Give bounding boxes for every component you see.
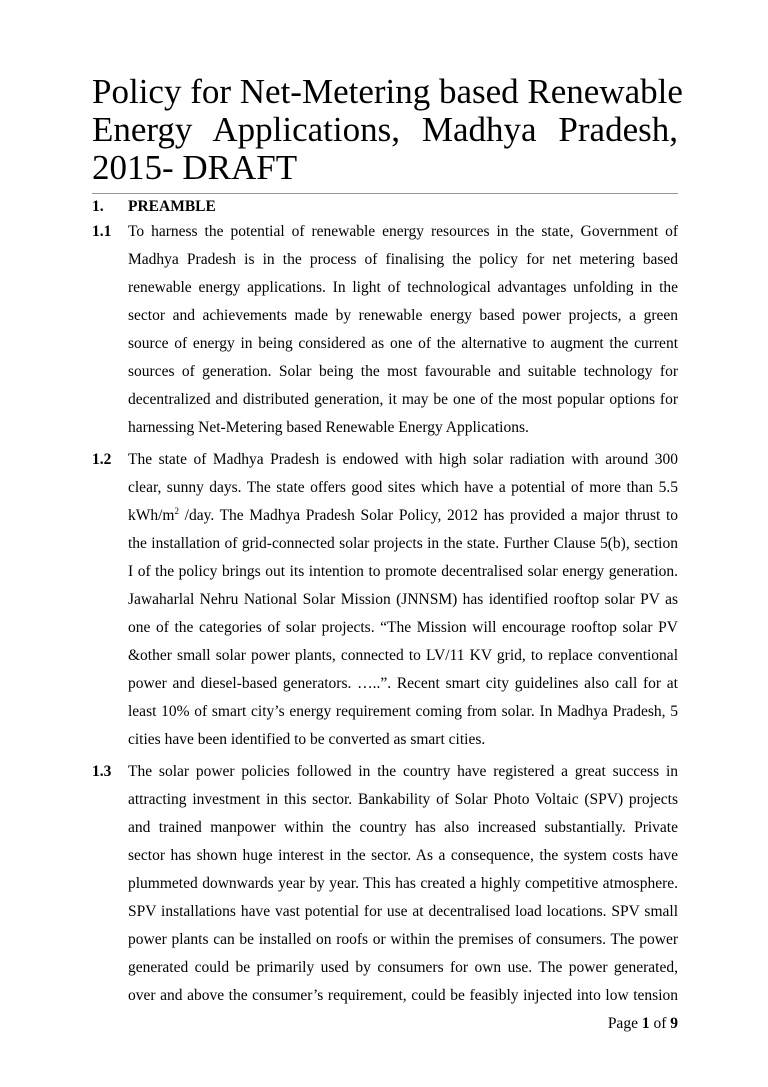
title-line: Energy Applications, Madhya Pradesh,: [92, 110, 678, 149]
text-line: I of the policy brings out its intention to promote decentralised solar energy generation.: [128, 563, 678, 580]
text-line: [128, 502, 678, 530]
text-line: sector has shown huge interest in the sector. As a consequence, the system costs have: [128, 847, 678, 864]
title-line: 2015- DRAFT: [92, 148, 298, 187]
text-line: generated could be primarily used by consumers for own use. The power generated,: [128, 959, 678, 976]
paragraph-body: [128, 758, 678, 1010]
text-line: decentralized and distributed generation, it may be one of the most popular options for: [128, 391, 678, 408]
of-label: of: [653, 1015, 667, 1032]
text-line: and trained manpower within the country has also increased substantially. Private: [128, 819, 678, 836]
paragraph-1-3: [92, 758, 678, 1010]
superscript: 2: [174, 505, 179, 516]
text-segment: /day. The Madhya Pradesh Solar Policy, 2012 has provided a major thrust to: [179, 507, 678, 524]
section-number: 1.: [92, 198, 104, 215]
title-divider: [92, 193, 678, 194]
paragraph-1-1: [92, 218, 678, 442]
paragraph-body: [128, 446, 678, 754]
text-line: renewable energy applications. In light of technological advantages unfolding in the: [128, 279, 678, 296]
page-footer: [92, 1014, 678, 1034]
text-line: &other small solar power plants, connected to LV/11 KV grid, to replace conventional: [128, 647, 678, 664]
text-line: power and diesel-based generators. …..”. Recent smart city guidelines also call for at: [128, 675, 678, 692]
text-line: SPV installations have vast potential for use at decentralised load locations. SPV small: [128, 903, 678, 920]
text-line: power plants can be installed on roofs or within the premises of consumers. The power: [128, 931, 678, 948]
paragraph-number: 1.2: [92, 451, 112, 468]
text-line: clear, sunny days. The state offers good sites which have a potential of more than 5.5: [128, 479, 678, 496]
paragraph-number: 1.1: [92, 223, 112, 240]
text-line: To harness the potential of renewable energy resources in the state, Government of: [128, 223, 678, 240]
text-line: harnessing Net-Metering based Renewable Energy Applications.: [128, 419, 529, 436]
text-segment: kWh/m: [128, 507, 175, 524]
text-line: one of the categories of solar projects. “The Mission will encourage rooftop solar PV: [128, 619, 678, 636]
section-heading: [92, 196, 678, 218]
text-line: least 10% of smart city’s energy requirement coming from solar. In Madhya Pradesh, 5: [128, 703, 678, 720]
text-line: attracting investment in this sector. Bankability of Solar Photo Voltaic (SPV) projects: [128, 791, 678, 808]
paragraph-number: 1.3: [92, 763, 112, 780]
text-line: sector and achievements made by renewable energy based power projects, a green: [128, 307, 678, 324]
paragraph-1-2: [92, 446, 678, 754]
text-line: sources of generation. Solar being the most favourable and suitable technology for: [128, 363, 678, 380]
text-line: source of energy in being considered as one of the alternative to augment the current: [128, 335, 678, 352]
paragraph-body: [128, 218, 678, 442]
page-total: 9: [670, 1015, 678, 1032]
title-line: Policy for Net-Metering based Renewable: [92, 72, 683, 111]
page-number: 1: [641, 1015, 650, 1032]
text-line: the installation of grid-connected solar projects in the state. Further Clause 5(b), section: [128, 535, 678, 552]
text-line: The solar power policies followed in the country have registered a great success in: [128, 763, 678, 780]
page-label: Page: [607, 1015, 638, 1032]
text-line: Jawaharlal Nehru National Solar Mission (JNNSM) has identified rooftop solar PV as: [128, 591, 678, 608]
text-line: Madhya Pradesh is in the process of finalising the policy for net metering based: [128, 251, 678, 268]
section-title: PREAMBLE: [128, 198, 216, 215]
text-line: plummeted downwards year by year. This has created a highly competitive atmosphere.: [128, 875, 678, 892]
text-line: cities have been identified to be converted as smart cities.: [128, 731, 486, 748]
document-page: [92, 0, 683, 1034]
text-line: over and above the consumer’s requirement, could be feasibly injected into low tension: [128, 987, 678, 1004]
document-title: [92, 72, 683, 187]
text-line: The state of Madhya Pradesh is endowed with high solar radiation with around 300: [128, 451, 678, 468]
